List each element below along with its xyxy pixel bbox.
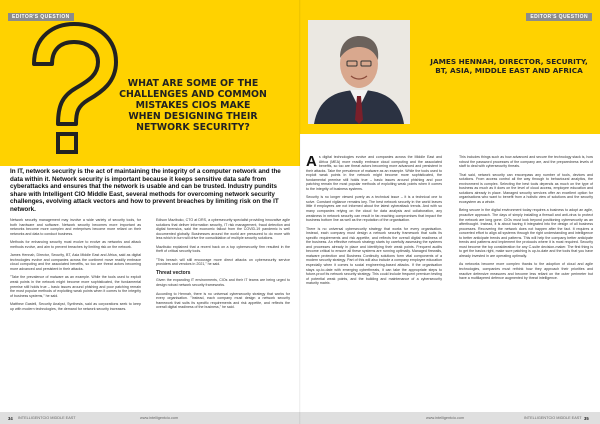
paragraph: "This breach will still encourage more direct attacks on cybersecurity service providers and vendors in 2021," he said. (156, 257, 290, 267)
right-column-1 (306, 155, 442, 290)
section-tag-right: EDITOR'S QUESTION (526, 13, 592, 21)
paragraph: Network security management may involve a wide variety of security tools, for both hardware and software. Network security becomes more important as networks become more complex and enterprises become more reliant on their networks and data to conduct business. (10, 218, 141, 236)
paragraph: Security is no longer viewed purely as a technical issue – it is a technical one to solve. Constant vigilance remains key. The best network security in the world leaves little if employees are not informed about the latest cyberattack trends. And with so many companies relying on the cloud for data analysis and collaboration, any weakness in network security can result in far-reaching compromises that impact the business bottom line as well as the reputation of the organisation. (306, 195, 442, 223)
page-headline: WHAT ARE SOME OF THE CHALLENGES AND COMMON MISTAKES CIOS MAKE WHEN DESIGNING THEIR NETWORK SECURITY? (119, 78, 267, 133)
footer-url[interactable]: www.intelligentcio.com (426, 416, 465, 420)
footer-publication: INTELLIGENTCIO MIDDLE EAST (524, 416, 582, 420)
paragraph: Methods for enhancing security must evolve to evolve as networks and attack methods evolve, and aim to prevent breaches by limiting risk on the network. (10, 240, 141, 249)
section-tag-left: EDITOR'S QUESTION (8, 13, 74, 21)
portrait-photo (308, 20, 410, 124)
paragraph: Matthew Gastell, Security Analyst, Synthesis, said as corporations seek to keep up with modern technologies, the demand for network security increases. (10, 302, 141, 311)
page-number: 34 (8, 416, 13, 421)
page-number: 35 (584, 416, 589, 421)
paragraph: "Take the prevalence of malware as an example. While the tools used to exploit weak points in the network might become more sophisticated, the fundamental premise still holds true – basic issues around phishing and poor patching remain the most popular methods of exploiting weak points when it comes to the integrity of business systems," he said. (10, 275, 141, 298)
drop-cap: A (306, 153, 317, 170)
question-mark-icon (14, 18, 130, 158)
paragraph: Given the expanding IT environments, CIOs and their IT teams are being urged to design robust network security frameworks. (156, 278, 290, 288)
paragraph: There is no universal cybersecurity strategy that works for every organisation. Instead, each company must design a network security framework that suits its specific requirements and risk appetite, and reflects the overall digital readiness of the business. An effective network strategy starts by carefully assessing the systems and processes already in place and identifying their weak points. Frequent audits become critical to ensure all these systems are running optimally. Managed firewalls, malware protection and Business Continuity solutions form vital components of a modern security strategy. Part of this will also include a company employee education especially when it comes to social engineering-based attacks. If the organisation stays up-to-date with emerging cyberthreats, it can take the appropriate steps to future-proof its network security strategy. This could include frequent premium testing of potential weak points, and the building and maintenance of a cybersecurity maturity matrix. (306, 226, 442, 286)
paragraph: Edison Mazibuko, CTO at DRS, a cybersecurity specialist providing innovative agile solutions that deliver information security, IT risk management, fraud detection and digital forensics, said the economic fallout from the COVID-19 pandemic is well documented globally. Businesses around the world are pressured to do more with less which in turn will drive the consolidation of multiple security solutions. (156, 218, 290, 241)
subheading: Threat vectors (156, 269, 191, 276)
footer-publication: INTELLIGENTCIO MIDDLE EAST (18, 416, 76, 420)
paragraph: Being secure in the digital environment today requires a business to adopt an agile, proactive approach. The days of simply installing a firewall and anti-virus to protect the network are long gone. CIOs must look beyond positioning cybersecurity as an afterthought. Instead, it is about having it integrated into the design of all business processes. Recovering the network does not happen after the fact. It requires a concerted effort to align all systems through the right understanding and intelligence to better anticipate trends and patterns. This will help the company better anticipate trends and patterns and implement the protocols where it is most required. Security must become the top consideration for any C-suite decision-maker. The first thing is to get the basics right, make sure patching is up-to-date and the tools that you have already invested in are operating optimally. (459, 208, 593, 258)
standfirst: In IT, network security is the act of maintaining the integrity of a computer network and the data within it. Network security is important because it keeps sensitive data safe from cyberattacks and ensures that the network is usable and can be trusted. Industry pundits share with Intelligent CIO Middle East, several methods for overcoming network security challenges, evolving attack vectors and how to prevent breaches by limiting risk on the IT network. (10, 168, 281, 213)
right-footer (300, 412, 600, 424)
paragraph: As digital technologies evolve and companies across the Middle East and Africa (MEA) more readily embrace cloud computing and the associated benefits, so too are threat actors becoming more advanced and persistent in their attacks. Take the prevalence of malware as an example. While the tools used to exploit weak points in the network might become more sophisticated, the fundamental premise still holds true – basic issues around phishing and poor patching remain the most popular methods of exploiting weak points when it comes to the integrity of business systems. (306, 153, 442, 191)
paragraph: That said, network security can encompass any number of tools, devices and solutions. From access control all the way through to behavioural analytics, the environment is complex. Selecting the best tools depends as much on the type of business as much as it does on the level of cloud access, employee education and solutions already in place. Managed security services offer an excellent option for organisations who want to benefit from a holistic view of solutions and the security ecosystem as a whole. (459, 172, 593, 204)
paragraph: As networks become more complex thanks to the adoption of cloud and agile technologies, companies must rethink how they approach their priorities and reactive defensive measures and become less reliant on the outer perimeter but have a multilayered defence augmented by threat intelligence. (459, 262, 593, 281)
page-spine-shadow (299, 0, 301, 424)
portrait-caption: JAMES HENNAH, DIRECTOR, SECURITY, BT, ASIA, MIDDLE EAST AND AFRICA (430, 57, 588, 75)
right-page (300, 0, 600, 424)
left-column-1 (10, 218, 141, 315)
left-column-2 (156, 218, 290, 314)
left-footer (0, 412, 300, 424)
right-column-2 (459, 155, 593, 285)
paragraph: According to Hennah, there is no universal cybersecurity strategy that works for every organisation. "Instead, each company must design a network security framework that suits its specific requirements and risk appetite, and reflects the overall digital readiness of the business," he said. (156, 291, 290, 310)
paragraph: James Hennah, Director, Security, BT, Asia Middle East and Africa, said as digital technologies evolve and companies across the continent move readily embrace cloud computing and the associated benefits, so too are threat actors becoming more advanced and persistent in their attacks. (10, 253, 141, 271)
paragraph: This includes things such as how advanced and secure the technology stack is, how robust the password processes of the company are, and the preparedness levels of staff to deal with cybersecurity threats. (459, 155, 593, 169)
portrait-image (308, 20, 410, 124)
footer-url[interactable]: www.intelligentcio.com (140, 416, 179, 420)
paragraph: Mazibuko explained that a recent hack on a top cybersecurity firm resulted in the theft of critical security tools. (156, 244, 290, 254)
